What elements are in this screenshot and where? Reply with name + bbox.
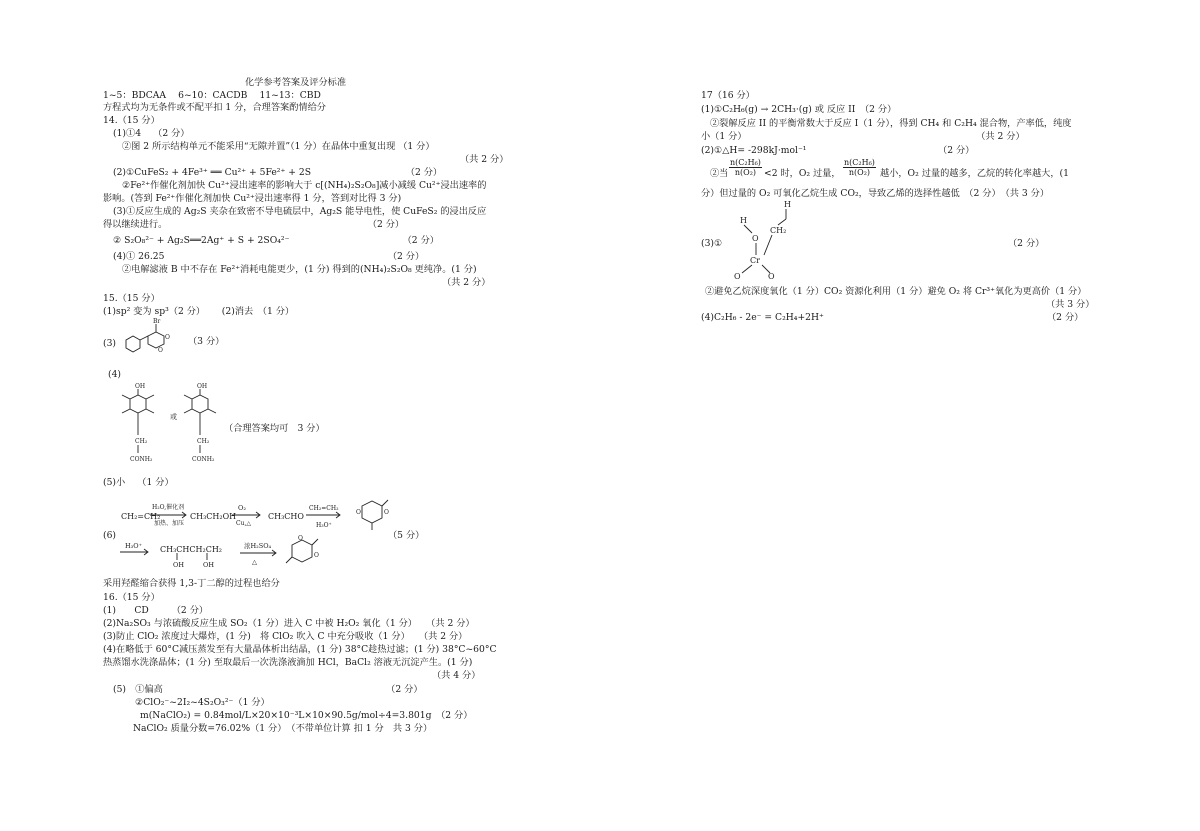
q15-line: (5)小 （1 分） bbox=[103, 477, 174, 488]
q16-line: （共 4 分） bbox=[432, 670, 481, 681]
svg-text:O: O bbox=[768, 272, 775, 281]
q16-line: 热蒸馏水洗涤晶体；(1 分) 至取最后一次洗涤液滴加 HCl，BaCl₂ 溶液无沉淀产生。(1 分) bbox=[103, 657, 473, 668]
route-species: OH bbox=[203, 561, 214, 569]
q17-line: ②避免乙烷深度氧化（1 分）CO₂ 资源化利用（1 分）避免 O₂ 将 Cr³⁺氧化为更高价（1 分） bbox=[705, 286, 1087, 297]
svg-text:O: O bbox=[298, 535, 303, 542]
svg-text:O: O bbox=[165, 334, 170, 341]
q14-line: (4)① 26.25 （2 分） bbox=[113, 251, 425, 262]
q17-line: 越小，O₂ 过量的越多，乙烷的转化率越大，(1 bbox=[880, 168, 1069, 179]
q15-part4-label: (4) bbox=[108, 369, 122, 380]
route-condition: H₃O⁺ bbox=[125, 542, 143, 550]
q15-part6-score: （5 分） bbox=[388, 530, 425, 541]
q14-line: ②Fe²⁺作催化剂加快 Cu²⁺浸出速率的影响大于 c[(NH₄)₂S₂O₈]减小减缓 Cu²⁺浸出速率的 bbox=[122, 180, 487, 191]
page-title: 化学参考答案及评分标准 bbox=[245, 77, 347, 88]
route-condition: Cu,△ bbox=[236, 520, 251, 527]
q14-line: （共 2 分） bbox=[442, 277, 491, 288]
q16-line: (2)Na₂SO₃ 与浓硫酸反应生成 SO₂（1 分）进入 C 中被 H₂O₂ 氧化（1 分） （共 2 分） bbox=[103, 618, 475, 629]
svg-text:CONH₂: CONH₂ bbox=[130, 456, 153, 463]
q17-part3-label: (3)① bbox=[701, 238, 723, 249]
ratio-fraction: $\frac{\text{n(C₂H₆)}}{\text{n(O₂)}}$ bbox=[730, 158, 761, 177]
svg-text:O: O bbox=[734, 272, 741, 281]
q15-structure-bromo-dioxane bbox=[118, 318, 188, 366]
diol-bonds bbox=[175, 553, 215, 561]
route-condition: △ bbox=[252, 558, 257, 566]
q17-part3-score: （2 分） bbox=[1008, 238, 1045, 249]
q16-line: (5) ①偏高 （2 分） bbox=[113, 684, 423, 695]
q14-line: 得以继续进行。 （2 分） bbox=[103, 219, 405, 230]
q15-line: (1)sp² 变为 sp³（2 分） (2)消去 （1 分） bbox=[103, 306, 295, 317]
q14-line: 影响。(答到 Fe²⁺作催化剂加快 Cu²⁺浸出速率得 1 分，答到对比得 3 分) bbox=[103, 193, 402, 204]
route-species: OH bbox=[173, 561, 184, 569]
svg-text:Cr: Cr bbox=[750, 256, 760, 265]
q16-line: (4)在略低于 60°C减压蒸发至有大量晶体析出结晶，(1 分) 38°C趁热过滤；(1 分) 38°C~60°C bbox=[103, 644, 497, 655]
svg-text:O: O bbox=[752, 234, 759, 243]
route-species: CH₂=CH₂ bbox=[121, 512, 161, 521]
q17-line: (2)①△H= -298kJ·mol⁻¹ （2 分） bbox=[701, 145, 975, 156]
svg-text:O: O bbox=[158, 347, 163, 354]
q16-line: ②ClO₂⁻~2I₂~4S₂O₃²⁻（1 分） bbox=[135, 697, 270, 708]
route-species: CH₃CHO bbox=[268, 512, 304, 521]
svg-text:H: H bbox=[740, 216, 747, 225]
mc-answers: 1~5：BDCAA 6~10：CACDB 11~13：CBD bbox=[103, 90, 321, 101]
scoring-rule: 方程式均为无条件或不配平扣 1 分，合理答案酌情给分 bbox=[103, 102, 326, 113]
q16-line: NaClO₂ 质量分数=76.02%（1 分） （不带单位计算 扣 1 分 共 3 分） bbox=[133, 723, 433, 734]
q16-heading: 16.（15 分） bbox=[103, 592, 160, 603]
svg-text:O: O bbox=[314, 552, 319, 559]
q14-line: (3)①反应生成的 Ag₂S 夹杂在致密不导电硫层中，Ag₂S 能导电性，使 CuFeS₂ 的浸出反应 bbox=[113, 206, 487, 217]
q15-heading: 15.（15 分） bbox=[103, 293, 160, 304]
route-condition: O₂ bbox=[238, 504, 246, 512]
q14-heading: 14.（15 分） bbox=[103, 115, 160, 126]
q17-line: ②当 bbox=[710, 168, 729, 179]
q14-line: (2)①CuFeS₂ + 4Fe³⁺ ══ Cu²⁺ + 5Fe²⁺ + 2S （2 分） bbox=[113, 167, 443, 178]
svg-text:CH₂: CH₂ bbox=[770, 226, 787, 235]
route-condition: 加热、加压 bbox=[154, 520, 185, 527]
svg-text:CH₂: CH₂ bbox=[197, 438, 210, 445]
q15-part6-label: (6) bbox=[103, 530, 117, 541]
bromine-label: Br bbox=[153, 318, 161, 325]
q14-line: ②图 2 所示结构单元不能采用“无隙并置”（1 分）在晶体中重复出现 （1 分） bbox=[122, 141, 435, 152]
route-condition: 浓H₂SO₄ bbox=[244, 542, 272, 550]
q15-part3-label: (3) bbox=[103, 338, 117, 349]
q15-part4-score: （合理答案均可 3 分） bbox=[224, 423, 325, 434]
svg-text:CONH₂: CONH₂ bbox=[192, 456, 215, 463]
route-arrow bbox=[240, 550, 280, 556]
q17-heading: 17（16 分） bbox=[701, 90, 755, 101]
route-species: CH₃CHCH₂CH₂ bbox=[160, 545, 223, 554]
route-arrow bbox=[150, 512, 190, 518]
q15-part3-score: （3 分） bbox=[188, 336, 225, 347]
q14-line: ②电解滤液 B 中不存在 Fe²⁺消耗电能更少，(1 分) 得到的(NH₄)₂S₂O₈ 更纯净。(1 分) bbox=[122, 264, 477, 275]
q17-line: 小（1 分） （共 2 分） bbox=[701, 131, 1025, 142]
q15-or: 或 bbox=[170, 413, 177, 421]
route-species: CH₃CH₂OH bbox=[190, 512, 237, 521]
q17-line: ②裂解反应 II 的平衡常数大于反应 I（1 分），得到 CH₄ 和 C₂H₄ 混合物，产率低，纯度 bbox=[710, 118, 1072, 129]
svg-text:H: H bbox=[784, 200, 791, 209]
svg-text:O: O bbox=[384, 509, 389, 516]
dioxane-product-structure bbox=[280, 533, 330, 577]
chromium-intermediate-structure bbox=[728, 197, 818, 282]
q16-line: (3)防止 ClO₂ 浓度过大爆炸，(1 分) 将 ClO₂ 吹入 C 中充分吸收（1 分） （共 2 分） bbox=[103, 631, 468, 642]
q17-line: （2 分） bbox=[1047, 312, 1084, 323]
q17-line: <2 时，O₂ 过量， bbox=[764, 168, 841, 179]
svg-text:O: O bbox=[356, 509, 361, 516]
q14-line: (1)①4 （2 分） bbox=[113, 128, 190, 139]
svg-text:OH: OH bbox=[135, 383, 146, 390]
q15-structure-phenol-a bbox=[108, 383, 168, 468]
route-arrow bbox=[232, 512, 264, 518]
q16-line: m(NaClO₂) = 0.84mol/L×20×10⁻³L×10×90.5g/mol÷4=3.801g （2 分） bbox=[140, 710, 473, 721]
q15-structure-phenol-b bbox=[170, 383, 230, 468]
q15-note: 采用羟醛缩合获得 1,3-丁二醇的过程也给分 bbox=[103, 578, 280, 589]
route-arrow bbox=[306, 512, 344, 518]
svg-text:OH: OH bbox=[197, 383, 208, 390]
q17-line: (4)C₂H₆ - 2e⁻ = C₂H₄+2H⁺ bbox=[701, 312, 824, 323]
q16-line: (1) CD （2 分） bbox=[103, 605, 209, 616]
route-condition: H₂O,催化剂 bbox=[152, 504, 185, 511]
q17-line: （共 3 分） bbox=[1046, 299, 1095, 310]
route-condition: H₃O⁺ bbox=[316, 522, 332, 529]
q14-line: （共 2 分） bbox=[460, 154, 509, 165]
q17-line: 分）但过量的 O₂ 可氧化乙烷生成 CO₂，导致乙烯的选择性越低 （2 分） （共 3 分） bbox=[701, 188, 1050, 199]
q17-line: (1)①C₂H₆(g) → 2CH₃·(g) 或 反应 II （2 分） bbox=[701, 104, 897, 115]
q14-line: ② S₂O₈²⁻ + Ag₂S══2Ag⁺ + S + 2SO₄²⁻ （2 分） bbox=[113, 235, 439, 246]
route-condition: CH₂=CH₂ bbox=[309, 505, 339, 512]
svg-text:CH₂: CH₂ bbox=[135, 438, 148, 445]
route-arrow bbox=[120, 549, 152, 555]
ratio-fraction: $\frac{\text{n(C₂H₆)}}{\text{n(O₂)}}$ bbox=[844, 158, 875, 177]
